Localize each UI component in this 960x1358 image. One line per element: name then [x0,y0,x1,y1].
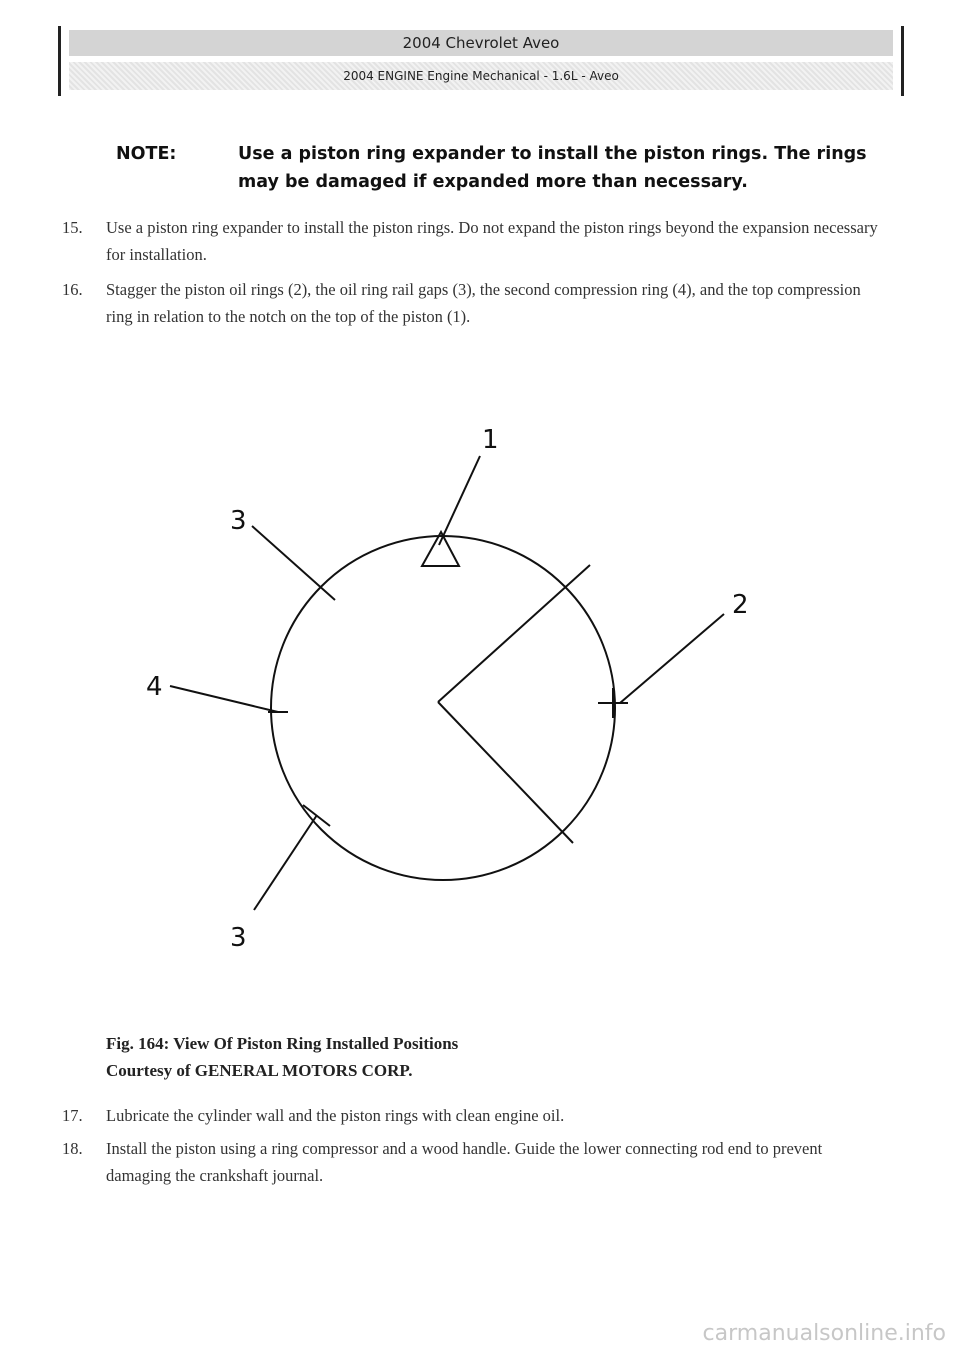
leader-3-top [252,526,335,600]
ring-gap-2-down [438,702,573,843]
step-number: 18. [62,1139,83,1158]
note-label: NOTE: [116,144,177,164]
step-text: Use a piston ring expander to install the piston rings. Do not expand the piston rings beyond the expansion necessary for installation. [106,218,878,264]
callout-2: 2 [732,590,749,620]
step-text: Stagger the piston oil rings (2), the oil ring rail gaps (3), the second compression ring (4), and the top compression ring in relation to the notch on the top of the piston (1). [106,280,861,326]
leader-1 [439,456,480,545]
step-number: 15. [62,218,83,237]
figure-caption [106,1030,826,1084]
step-number: 16. [62,280,83,299]
watermark-url: carmanualsonline.info [702,1321,946,1346]
step-text: Install the piston using a ring compressor and a wood handle. Guide the lower connecting rod end to prevent damaging the crankshaft journal. [106,1139,823,1185]
header-subtitle: 2004 ENGINE Engine Mechanical - 1.6L - Aveo [69,62,893,90]
ring-gap-2-up [438,565,590,702]
page-header [58,26,904,96]
leader-2 [620,614,724,703]
step-number: 17. [62,1106,83,1125]
step-text: Lubricate the cylinder wall and the piston rings with clean engine oil. [106,1106,565,1125]
leader-4 [170,686,278,712]
piston-ring-diagram [0,400,960,960]
callout-3-bottom: 3 [230,923,247,953]
note-text: Use a piston ring expander to install the piston rings. The rings may be damaged if expanded more than necessary. [238,144,867,192]
caption-credit: Courtesy of GENERAL MOTORS CORP. [106,1061,413,1080]
callout-4: 4 [146,672,163,702]
leader-3-bottom [254,815,317,910]
caption-title: Fig. 164: View Of Piston Ring Installed Positions [106,1034,459,1053]
callout-1: 1 [482,425,499,455]
callout-3-top: 3 [230,506,247,536]
header-title: 2004 Chevrolet Aveo [69,30,893,56]
